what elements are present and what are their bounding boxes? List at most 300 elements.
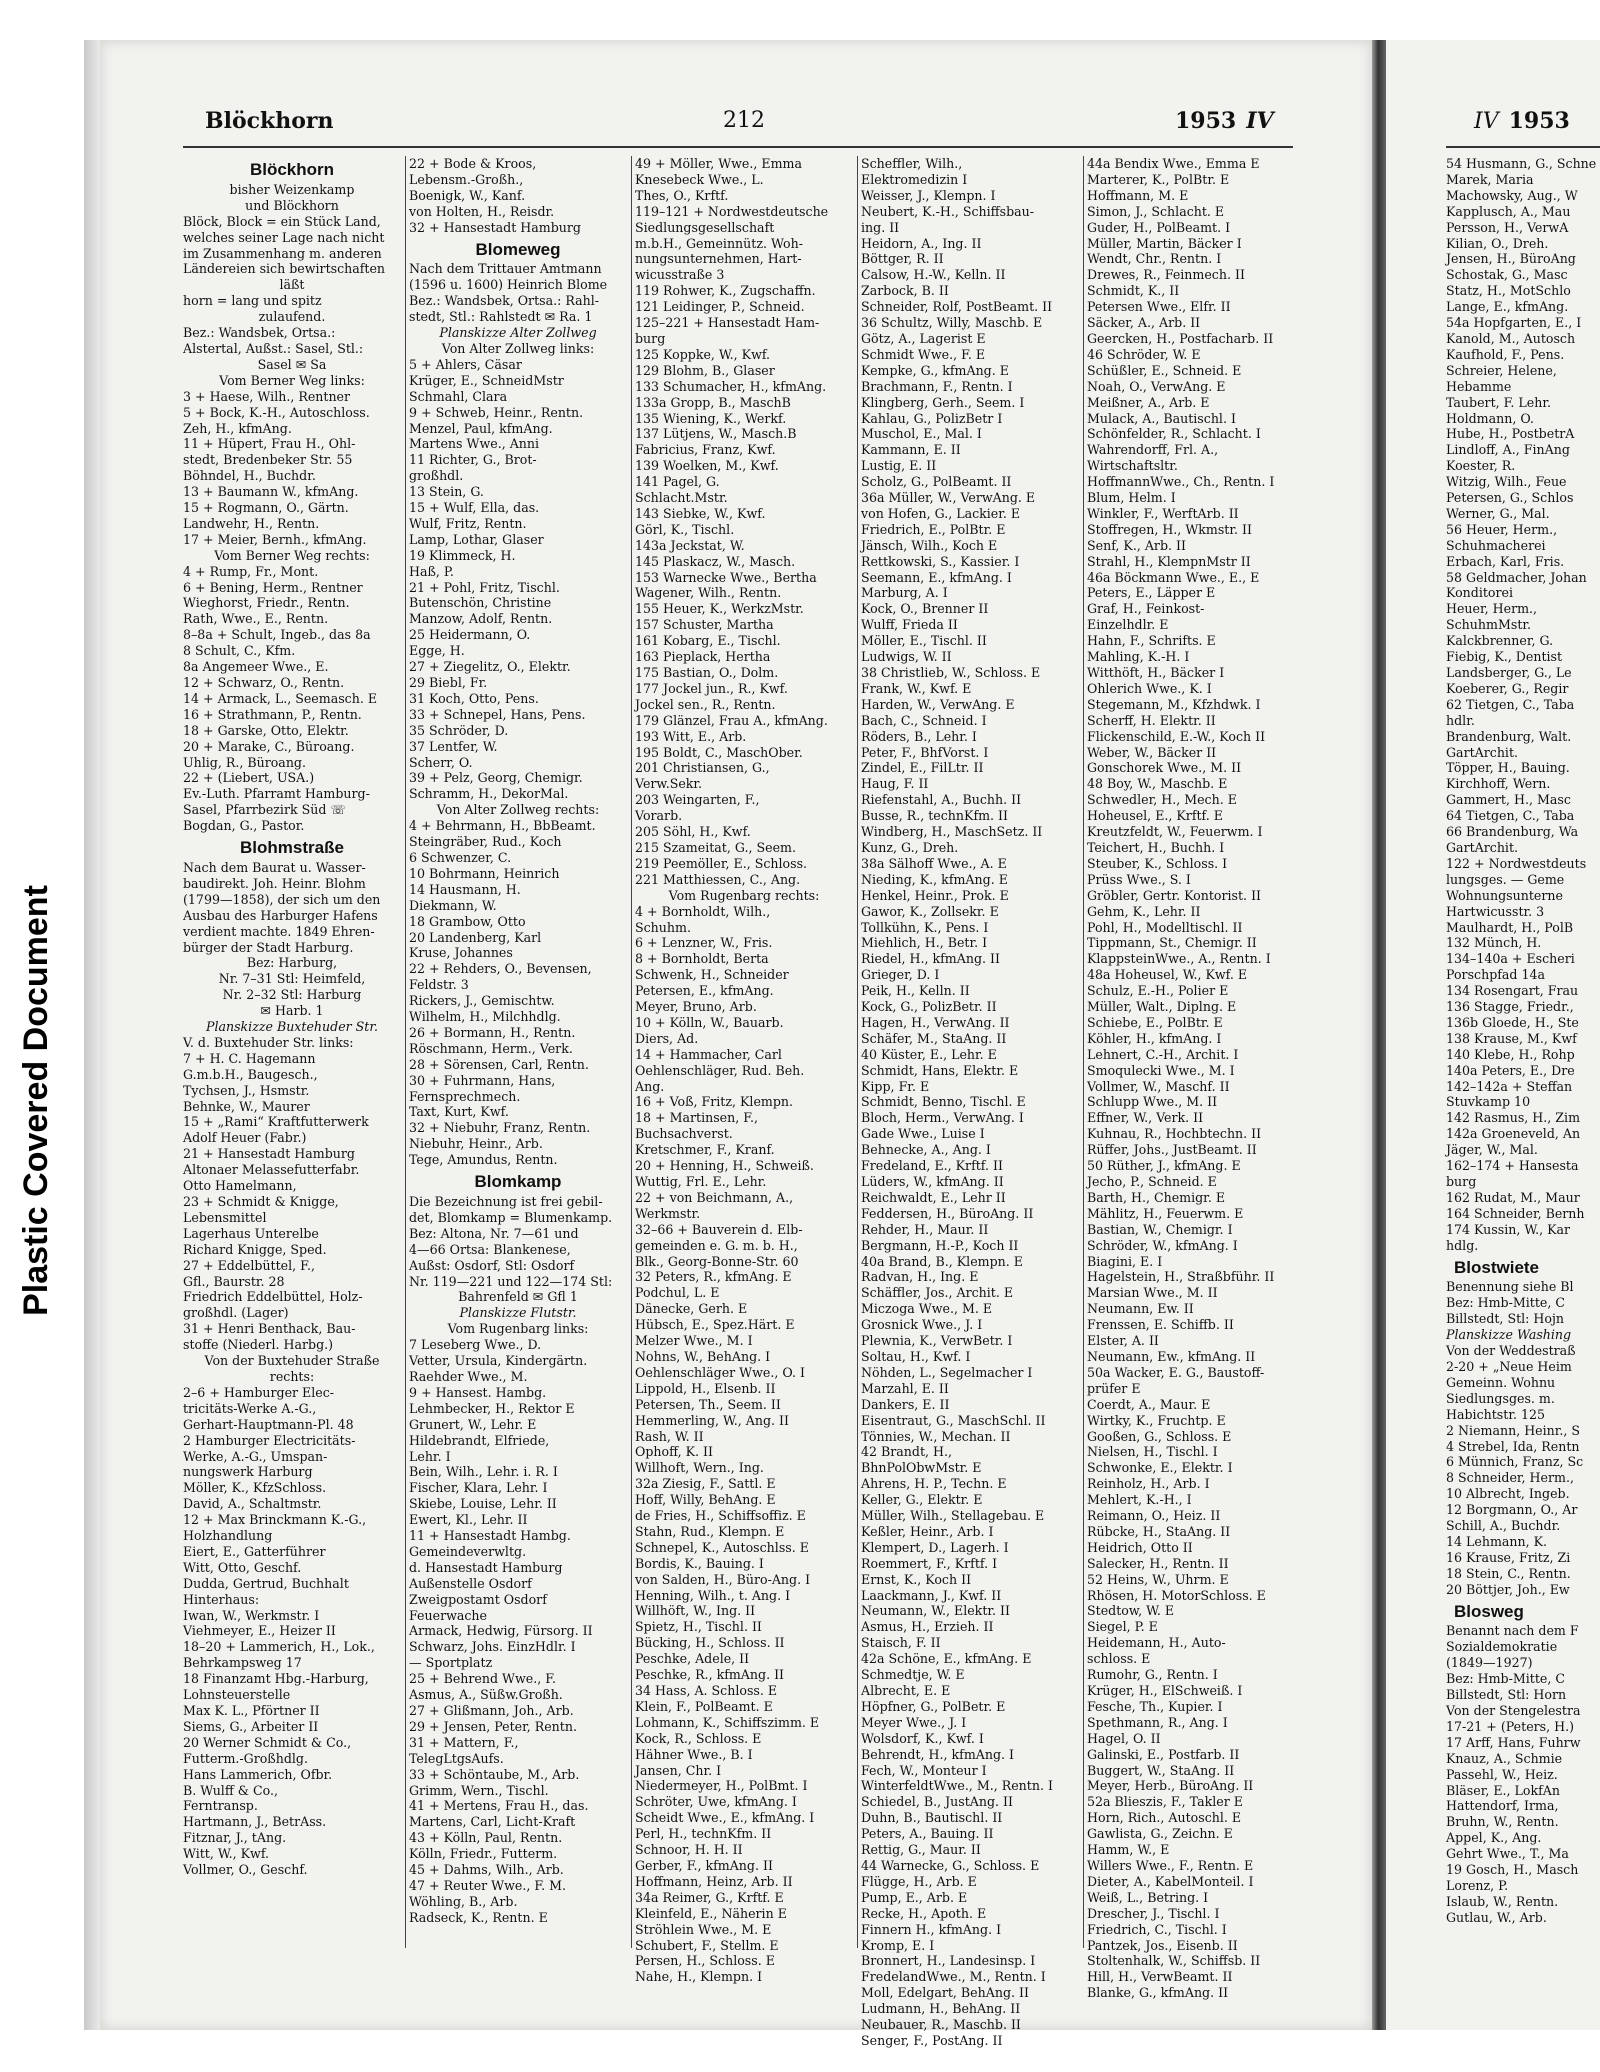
directory-entry: Mehlert, K.-H., I <box>1087 1492 1192 1508</box>
directory-entry: Gehrt Wwe., T., Ma <box>1446 1846 1569 1862</box>
directory-entry: Ausbau des Harburger Hafens <box>183 907 378 923</box>
directory-entry: Horn, Rich., Autoschl. E <box>1087 1810 1242 1826</box>
directory-entry: Dänecke, Gerh. E <box>635 1301 748 1317</box>
directory-entry: 2 Hamburger Electricitäts- <box>183 1432 356 1448</box>
directory-entry: d. Hansestadt Hamburg <box>409 1559 563 1575</box>
directory-entry: Radseck, K., Rentn. E <box>409 1909 548 1925</box>
directory-entry: Kirchhoff, Wern. <box>1446 776 1551 792</box>
directory-entry: Ströhlein Wwe., M. E <box>635 1921 772 1937</box>
directory-entry: Gröbler, Gertr. Kontorist. II <box>1087 887 1262 903</box>
directory-entry: Rath, Wwe., E., Rentn. <box>183 611 329 627</box>
directory-entry: 8–8a + Schult, Ingeb., das 8a <box>183 627 371 643</box>
directory-entry: Gooßen, G., Schloss. E <box>1087 1428 1232 1444</box>
side-label <box>8 840 64 1360</box>
directory-entry: Lohmann, K., Schiffszimm. E <box>635 1714 820 1730</box>
directory-entry: 54 Husmann, G., Schne <box>1446 156 1597 171</box>
directory-entry: 36 Schultz, Willy, Maschb. E <box>861 315 1043 331</box>
directory-entry: 56 Heuer, Herm., <box>1446 521 1558 537</box>
directory-entry: Bronnert, H., Landesinsp. I <box>861 1953 1036 1969</box>
directory-entry: Wieghorst, Friedr., Rentn. <box>183 595 350 611</box>
directory-entry: 52a Blieszis, F., Takler E <box>1087 1794 1243 1810</box>
directory-entry: Schwarz, Johs. EinzHdlr. I <box>409 1639 576 1655</box>
directory-entry: 140a Peters, E., Dre <box>1446 1062 1575 1078</box>
directory-entry: 22 + Rehders, O., Bevensen, <box>409 961 592 977</box>
directory-entry: Tollkühn, K., Pens. I <box>861 919 989 935</box>
directory-entry: rechts: <box>269 1368 315 1384</box>
directory-entry: 14 + Armack, L., Seemasch. E <box>183 690 378 706</box>
directory-entry: Spietz, H., Tischl. II <box>635 1619 762 1635</box>
directory-entry: Albrecht, E. E <box>861 1683 951 1698</box>
directory-entry: Ludmann, H., BehAng. II <box>861 2001 1021 2017</box>
directory-entry: 145 Plaskacz, W., Masch. <box>635 553 796 569</box>
directory-entry: 15 + „Rami“ Kraftfutterwerk <box>183 1114 369 1130</box>
directory-entry: Gfl., Baurstr. 28 <box>183 1273 285 1289</box>
directory-entry: 12 Borgmann, O., Ar <box>1446 1502 1578 1518</box>
directory-entry: Schwedler, H., Mech. E <box>1087 792 1237 808</box>
directory-entry: 34 Hass, A. Schloss. E <box>635 1683 778 1698</box>
directory-entry: Smoqulecki Wwe., M. I <box>1087 1062 1235 1078</box>
directory-entry: Lehr. I <box>409 1448 451 1464</box>
directory-entry: 40 Küster, E., Lehr. E <box>861 1046 997 1062</box>
directory-entry: Schwonke, E., Elektr. I <box>1087 1460 1233 1476</box>
directory-entry: 26 + Bormann, H., Rentn. <box>409 1024 576 1040</box>
directory-entry: Schmidt, Benno, Tischl. E <box>861 1094 1026 1110</box>
directory-entry: 195 Boldt, C., MaschOber. <box>635 744 803 760</box>
directory-entry: Gawlista, G., Zeichn. E <box>1087 1826 1233 1842</box>
directory-entry: Haug, F. II <box>861 776 929 792</box>
directory-entry: (1799—1858), der sich um den <box>183 891 381 907</box>
directory-entry: Simon, J., Schlacht. E <box>1087 203 1225 219</box>
directory-entry: 125 Koppke, W., Kwf. <box>635 346 771 362</box>
directory-entry: Weiß, L., Betring. I <box>1087 1889 1209 1905</box>
directory-entry: 42a Schöne, E., kfmAng. E <box>861 1651 1032 1667</box>
directory-entry: 5 + Ahlers, Cäsar <box>409 356 522 372</box>
directory-entry: 164 Schneider, Bernh <box>1446 1205 1585 1221</box>
directory-entry: Ahrens, H. P., Techn. E <box>861 1476 1007 1492</box>
directory-entry: 46a Böckmann Wwe., E., E <box>1087 569 1260 585</box>
sketch-reference: Planskizze Washing <box>1446 1327 1572 1343</box>
directory-entry: Lüders, W., kfmAng. II <box>861 1174 1004 1189</box>
directory-entry: Winkler, F., WerftArb. II <box>1087 505 1239 521</box>
directory-entry: Drescher, J., Tischl. I <box>1087 1905 1220 1921</box>
directory-entry: 14 Lehmann, K. <box>1446 1533 1548 1549</box>
directory-entry: Wohnungsunterne <box>1446 887 1563 903</box>
directory-entry: Möller, E., Tischl. II <box>861 633 987 649</box>
directory-entry: 25 Heidermann, O. <box>409 627 531 643</box>
directory-entry: Guder, H., PolBeamt. I <box>1087 219 1231 235</box>
directory-entry: Taubert, F. Lehr. <box>1446 394 1551 410</box>
directory-entry: welches seiner Lage nach nicht <box>183 229 385 245</box>
directory-entry: 6 + Lenzner, W., Fris. <box>635 935 773 951</box>
directory-entry: Niedermeyer, H., PolBmt. I <box>635 1778 808 1794</box>
directory-entry: Gemeinn. Wohnu <box>1446 1374 1556 1390</box>
directory-entry: Schubert, F., Stellm. E <box>635 1937 779 1953</box>
directory-entry: Witzig, Wilh., Feue <box>1446 474 1567 490</box>
directory-entry: Kölln, Friedr., Futterm. <box>409 1846 558 1862</box>
directory-entry: 136 Stagge, Friedr., <box>1446 999 1574 1015</box>
directory-entry: Gawor, K., Zollsekr. E <box>861 903 999 919</box>
directory-entry: Fabricius, Franz, Kwf. <box>635 442 776 458</box>
directory-entry: 13 Stein, G. <box>409 484 484 500</box>
directory-entry: Hoff, Willy, BehAng. E <box>635 1492 776 1508</box>
directory-entry: Fredeland, E., Krftf. II <box>861 1158 1003 1174</box>
directory-entry: Stoltenhalk, W., Schiffsb. II <box>1087 1953 1261 1969</box>
directory-entry: Futterm.-Großhdlg. <box>183 1750 308 1766</box>
directory-entry: Von der Buxtehuder Straße <box>204 1353 380 1369</box>
directory-entry: Elektromedizin I <box>861 171 968 187</box>
directory-entry: Brachmann, F., Rentn. I <box>861 378 1013 394</box>
directory-entry: Götz, A., Lagerist E <box>861 330 986 346</box>
directory-entry: Nielsen, H., Tischl. I <box>1087 1444 1218 1460</box>
directory-column-5 <box>1087 156 1297 2001</box>
directory-entry: Senf, K., Arb. II <box>1087 537 1186 553</box>
directory-entry: Wöhling, B., Arb. <box>409 1893 518 1909</box>
directory-entry: Schmedtje, W. E <box>861 1667 965 1683</box>
directory-entry: Jockel sen., R., Rentn. <box>635 696 776 712</box>
directory-entry: ✉ Harb. 1 <box>260 1003 324 1019</box>
directory-entry: Nr. 7–31 Stl: Heimfeld, <box>218 971 366 987</box>
directory-entry: Von der Stengelestra <box>1446 1703 1581 1718</box>
column-divider <box>857 156 858 1948</box>
directory-entry: Bez: Hmb-Mitte, C <box>1446 1671 1565 1687</box>
directory-entry: Witthöft, H., Bäcker I <box>1087 665 1225 680</box>
directory-entry: 45 + Dahms, Wilh., Arb. <box>409 1862 564 1878</box>
directory-entry: Buchsachverst. <box>635 1126 733 1142</box>
directory-entry: Meißner, A., Arb. E <box>1087 394 1210 410</box>
directory-entry: Wuttig, Frl. E., Lehr. <box>635 1174 767 1189</box>
directory-entry: 20 Böttjer, Joh., Ew <box>1446 1581 1570 1597</box>
binder-edge <box>84 40 100 2030</box>
directory-entry: Siedlungsges. m. <box>1446 1390 1555 1406</box>
roman-volume: IV <box>1246 108 1274 134</box>
directory-entry: 33 + Schöntaube, M., Arb. <box>409 1766 580 1782</box>
directory-entry: Hube, H., PostbetrA <box>1446 426 1575 442</box>
directory-entry: burg <box>635 330 666 346</box>
directory-entry: Biagini, E. I <box>1087 1253 1163 1269</box>
directory-entry: Töpper, H., Bauing. <box>1446 760 1570 776</box>
directory-entry: wicusstraße 3 <box>635 267 725 283</box>
directory-entry: KlappsteinWwe., A., Rentn. I <box>1087 951 1271 967</box>
directory-entry: Steuber, K., Schloss. I <box>1087 855 1228 871</box>
directory-entry: 215 Szameitat, G., Seem. <box>635 839 796 855</box>
directory-entry: Meyer, Bruno, Arb. <box>635 999 757 1015</box>
directory-entry: Peters, A., Bauing. II <box>861 1826 994 1842</box>
directory-entry: Petersen Wwe., Elfr. II <box>1087 299 1231 315</box>
directory-entry: 32–66 + Bauverein d. Elb- <box>635 1221 803 1237</box>
directory-entry: Kanold, M., Autosch <box>1446 330 1576 346</box>
directory-entry: 219 Peemöller, E., Schloss. <box>635 855 808 871</box>
directory-entry: Schüßler, E., Schneid. E <box>1087 362 1242 378</box>
directory-entry: Scheidt Wwe., E., kfmAng. I <box>635 1810 815 1826</box>
directory-entry: Siems, G., Arbeiter II <box>183 1718 319 1734</box>
directory-entry: Graf, H., Feinkost- <box>1087 601 1205 617</box>
sketch-reference: Planskizze Flutstr. <box>459 1305 577 1321</box>
directory-entry: Bergmann, H.-P., Koch II <box>861 1237 1019 1253</box>
directory-entry: Ophoff, K. II <box>635 1444 713 1460</box>
directory-entry: Hans Lammerich, Ofbr. <box>183 1766 333 1782</box>
directory-entry: Riefenstahl, A., Buchh. II <box>861 792 1022 808</box>
directory-entry: 54a Hopfgarten, E., I <box>1446 315 1582 331</box>
directory-entry: 50 Rüther, J., kfmAng. E <box>1087 1158 1241 1174</box>
directory-entry: Schmidt Wwe., F. E <box>861 346 986 362</box>
directory-entry: Neumann, Ew., kfmAng. II <box>1087 1348 1256 1364</box>
directory-entry: Von Alter Zollweg rechts: <box>436 802 600 818</box>
directory-entry: Rettig, G., Maur. II <box>861 1842 981 1858</box>
directory-entry: Recke, H., Apoth. E <box>861 1905 987 1921</box>
directory-entry: Hagel, O. II <box>1087 1730 1161 1746</box>
directory-entry: Neubert, K.-H., Schiffsbau- <box>861 203 1035 219</box>
directory-entry: Richard Knigge, Sped. <box>183 1241 327 1257</box>
directory-entry: Vom Berner Weg rechts: <box>214 547 370 563</box>
directory-entry: Marburg, A. I <box>861 585 948 601</box>
directory-entry: 36a Müller, W., VerwAng. E <box>861 490 1036 506</box>
street-heading: Blosweg <box>1454 1601 1524 1621</box>
directory-entry: Reichwaldt, E., Lehr II <box>861 1189 1006 1205</box>
directory-entry: Grieger, D. I <box>861 967 940 983</box>
directory-entry: Scherr, O. <box>409 754 473 770</box>
directory-entry: Menzel, Paul, kfmAng. <box>409 420 553 436</box>
right-year: 1953 <box>1508 108 1570 134</box>
directory-entry: 8 Schult, C., Kfm. <box>183 643 296 659</box>
directory-entry: 143a Jeckstat, W. <box>635 537 745 553</box>
directory-entry: Von Alter Zollweg links: <box>441 340 595 356</box>
directory-entry: Schmidt, Hans, Elektr. E <box>861 1062 1019 1078</box>
directory-entry: Peter, F., BhfVorst. I <box>861 744 989 760</box>
directory-entry: 10 Bohrmann, Heinrich <box>409 865 560 881</box>
directory-entry: Hamm, W., E <box>1087 1842 1170 1858</box>
directory-entry: Spethmann, R., Ang. I <box>1087 1714 1228 1730</box>
directory-entry: Salecker, H., Rentn. II <box>1087 1555 1229 1571</box>
directory-entry: 19 Klimmeck, H. <box>409 547 516 563</box>
directory-entry: Peschke, R., kfmAng. II <box>635 1667 785 1683</box>
directory-entry: Maulhardt, H., PolB <box>1446 919 1574 935</box>
directory-entry: Schnoor, H. H. II <box>635 1842 743 1858</box>
directory-entry: Alstertal, Außst.: Sasel, Stl.: <box>183 340 364 356</box>
directory-entry: Marsian Wwe., M. II <box>1087 1285 1218 1301</box>
directory-entry: Adolf Heuer (Fabr.) <box>183 1130 307 1146</box>
directory-entry: 50a Wacker, E. G., Baustoff- <box>1087 1364 1265 1380</box>
directory-entry: Billstedt, Stl: Hojn <box>1446 1311 1564 1327</box>
directory-entry: 46 Schröder, W. E <box>1087 346 1201 362</box>
directory-entry: Zindel, E., FilLtr. II <box>861 760 984 776</box>
directory-entry: Petersen, G., Schlos <box>1446 490 1574 506</box>
directory-entry: Sasel ✉ Sa <box>257 356 327 372</box>
directory-entry: verdient machte. 1849 Ehren- <box>183 923 375 939</box>
directory-entry: Nieding, K., kfmAng. E <box>861 871 1008 887</box>
directory-entry: Diers, Ad. <box>635 1030 699 1046</box>
directory-entry: Böttger, R. II <box>861 251 944 267</box>
directory-entry: Dudda, Gertrud, Buchhalt <box>183 1575 349 1591</box>
directory-entry: 40a Brand, B., Klempn. E <box>861 1253 1023 1269</box>
sketch-reference: Planskizze Buxtehuder Str. <box>205 1019 379 1035</box>
directory-entry: Noah, O., VerwAng. E <box>1087 378 1226 394</box>
directory-entry: Bez.: Wandsbek, Ortsa.: Rahl- <box>409 293 600 309</box>
directory-entry: 119 Rohwer, K., Zugschaffn. <box>635 283 816 299</box>
directory-entry: 143 Siebke, W., Kwf. <box>635 505 766 521</box>
directory-entry: 142–142a + Steffan <box>1446 1078 1573 1094</box>
directory-entry: Wirtschaftsltr. <box>1087 458 1178 474</box>
directory-entry: Lehmbecker, H., Rektor E <box>409 1400 575 1416</box>
directory-entry: 12 + Max Brinckmann K.-G., <box>183 1512 367 1528</box>
directory-entry: Schlupp Wwe., M. II <box>1087 1094 1218 1110</box>
directory-entry: 32 Peters, R., kfmAng. E <box>635 1269 792 1285</box>
directory-entry: HoffmannWwe., Ch., Rentn. I <box>1087 474 1275 490</box>
directory-entry: 7 + H. C. Hagemann <box>183 1050 316 1066</box>
directory-entry: Nahe, H., Klempn. I <box>635 1969 763 1985</box>
directory-entry: Hemmerling, W., Ang. II <box>635 1412 790 1428</box>
directory-entry: Podchul, L. E <box>635 1285 720 1301</box>
directory-entry: Hill, H., VerwBeamt. II <box>1087 1969 1233 1985</box>
directory-entry: Köhler, H., kfmAng. I <box>1087 1030 1222 1046</box>
directory-entry: Niebuhr, Heinr., Arb. <box>409 1136 543 1152</box>
directory-entry: Lohnsteuerstelle <box>183 1687 291 1703</box>
directory-entry: Rüffer, Johs., JustBeamt. II <box>1087 1142 1257 1158</box>
directory-entry: läßt <box>279 277 305 293</box>
directory-entry: 12 + Schwarz, O., Rentn. <box>183 675 345 690</box>
directory-entry: Seemann, E., kfmAng. I <box>861 569 1012 585</box>
directory-entry: (1596 u. 1600) Heinrich Blome <box>409 277 608 293</box>
directory-entry: Stahn, Rud., Klempn. E <box>635 1523 785 1539</box>
directory-entry: 203 Weingarten, F., <box>635 792 760 808</box>
directory-entry: 62 Tietgen, C., Taba <box>1446 696 1575 712</box>
directory-entry: Flickenschild, E.-W., Koch II <box>1087 728 1266 744</box>
directory-entry: 17 + Meier, Bernh., kfmAng. <box>183 531 367 547</box>
directory-entry: Strahl, H., KlempnMstr II <box>1087 553 1251 569</box>
directory-entry: 10 + Kölln, W., Bauarb. <box>635 1014 784 1030</box>
directory-entry: 32 + Hansestadt Hamburg <box>409 219 581 235</box>
directory-entry: Hähner Wwe., B. I <box>635 1746 753 1762</box>
directory-entry: Rash, W. II <box>635 1428 704 1444</box>
directory-entry: Vetter, Ursula, Kindergärtn. <box>409 1353 588 1369</box>
directory-entry: 38 Christlieb, W., Schloss. E <box>861 665 1041 680</box>
directory-entry: Busse, R., technKfm. II <box>861 808 1008 824</box>
directory-entry: hdlg. <box>1446 1237 1479 1253</box>
directory-entry: Jansen, Chr. I <box>635 1762 722 1778</box>
directory-entry: Skiebe, Louise, Lehr. II <box>409 1496 557 1512</box>
directory-entry: Bein, Wilh., Lehr. i. R. I <box>409 1464 558 1480</box>
directory-entry: Henkel, Heinr., Prok. E <box>861 887 1009 903</box>
directory-entry: Hartwicusstr. 3 <box>1446 903 1545 919</box>
directory-entry: 122 + Nordwestdeuts <box>1446 855 1587 871</box>
directory-entry: 175 Bastian, O., Dolm. <box>635 665 779 680</box>
directory-entry: Brandenburg, Walt. <box>1446 728 1572 744</box>
directory-entry: bürger der Stadt Harburg. <box>183 939 354 955</box>
directory-entry: 48a Hoheusel, W., Kwf. E <box>1087 967 1248 983</box>
right-page <box>1386 40 1600 2030</box>
directory-entry: Rettkowski, S., Kassier. I <box>861 553 1020 569</box>
directory-entry: 162–174 + Hansesta <box>1446 1158 1579 1174</box>
directory-entry: prüfer E <box>1087 1380 1141 1396</box>
directory-entry: Blanke, G., kfmAng. II <box>1087 1985 1229 2001</box>
directory-entry: David, A., Schaltmstr. <box>183 1496 322 1512</box>
directory-entry: Roemmert, F., Krftf. I <box>861 1555 998 1571</box>
directory-entry: Hoffmann, Heinz, Arb. II <box>635 1873 793 1889</box>
directory-entry: Schönfelder, R., Schlacht. I <box>1087 426 1261 442</box>
directory-entry: Hoffmann, M. E <box>1087 187 1189 203</box>
street-heading: Blöckhorn <box>249 160 335 179</box>
directory-entry: hdlr. <box>1446 712 1475 728</box>
directory-entry: Bogdan, G., Pastor. <box>183 818 305 834</box>
directory-entry: Behrkampsweg 17 <box>183 1655 302 1671</box>
directory-entry: 18–20 + Lammerich, H., Lok., <box>183 1639 375 1655</box>
directory-entry: Marzahl, E. II <box>861 1380 949 1396</box>
directory-entry: Peik, H., Kelln. II <box>861 983 970 999</box>
directory-entry: 34a Reimer, G., Krftf. E <box>635 1889 784 1905</box>
directory-entry: Lange, E., kfmAng. <box>1446 299 1569 315</box>
directory-entry: Schramm, H., DekorMal. <box>409 786 569 802</box>
directory-entry: 4 + Behrmann, H., BbBeamt. <box>409 818 596 834</box>
directory-entry: Miehlich, H., Betr. I <box>861 935 988 951</box>
directory-entry: 11 + Hansestadt Hambg. <box>409 1528 571 1544</box>
directory-entry: tricitäts-Werke A.-G., <box>183 1400 317 1416</box>
directory-entry: Schäfer, M., StaAng. II <box>861 1030 1007 1046</box>
directory-entry: Melzer Wwe., M. I <box>635 1333 753 1349</box>
directory-entry: Staisch, F. II <box>861 1635 941 1651</box>
directory-entry: Haß, P. <box>409 563 454 579</box>
directory-entry: 20 Landenberg, Karl <box>409 929 542 945</box>
directory-entry: Behnke, W., Maurer <box>183 1098 310 1114</box>
directory-entry: 22 + von Beichmann, A., <box>635 1189 794 1205</box>
directory-entry: Krüger, E., SchneidMstr <box>409 372 564 388</box>
directory-entry: Bahrenfeld ✉ Gfl 1 <box>458 1289 578 1305</box>
directory-entry: Buggert, W., StaAng. II <box>1087 1762 1235 1778</box>
directory-entry: Blk., Georg-Bonne-Str. 60 <box>635 1253 799 1269</box>
directory-entry: Schröter, Uwe, kfmAng. I <box>635 1794 797 1810</box>
directory-entry: V. d. Buxtehuder Str. links: <box>183 1034 354 1050</box>
directory-entry: Feddersen, H., BüroAng. II <box>861 1205 1034 1221</box>
directory-entry: Von der Weddestraß <box>1446 1343 1576 1359</box>
directory-entry: von Holten, H., Reisdr. <box>409 203 555 219</box>
directory-entry: Bordis, K., Bauing. I <box>635 1555 764 1571</box>
directory-entry: Holdmann, O. <box>1446 410 1534 426</box>
directory-entry: 20 Werner Schmidt & Co., <box>183 1734 352 1750</box>
directory-entry: Elster, A. II <box>1087 1333 1159 1349</box>
directory-entry: Konditorei <box>1446 585 1513 601</box>
directory-entry: Ang. <box>635 1078 665 1094</box>
directory-entry: 32 + Niebuhr, Franz, Rentn. <box>409 1120 591 1136</box>
directory-entry: Koeberer, G., Regir <box>1446 680 1569 696</box>
directory-entry: 17 Arff, Hans, Fuhrw <box>1446 1734 1581 1750</box>
directory-entry: 142 Rasmus, H., Zim <box>1446 1110 1581 1126</box>
directory-entry: 142a Groeneveld, An <box>1446 1126 1581 1142</box>
directory-entry: Schlacht.Mstr. <box>635 490 728 506</box>
directory-entry: Bez: Harburg, <box>246 955 338 971</box>
directory-entry: 163 Pieplack, Hertha <box>635 649 771 665</box>
directory-entry: 179 Glänzel, Frau A., kfmAng. <box>635 712 828 728</box>
directory-entry: Riedel, H., kfmAng. II <box>861 951 1000 967</box>
directory-entry: 28 + Sörensen, Carl, Rentn. <box>409 1056 589 1072</box>
directory-entry: Bastian, W., Chemigr. I <box>1087 1221 1233 1237</box>
directory-entry: 134–140a + Escheri <box>1446 951 1575 967</box>
directory-entry: 141 Pagel, G. <box>635 474 720 490</box>
directory-entry: 135 Wiening, K., Werkf. <box>635 410 787 426</box>
right-roman: IV <box>1474 109 1499 134</box>
directory-entry: Prüss Wwe., S. I <box>1087 871 1191 887</box>
directory-entry: Schäffler, Jos., Archit. E <box>861 1285 1014 1301</box>
directory-entry: Nr. 2–32 Stl: Harburg <box>222 987 362 1003</box>
directory-entry: lungsges. — Geme <box>1446 871 1565 887</box>
directory-entry: Lindloff, A., FinAng <box>1446 442 1570 458</box>
directory-entry: Lebensm.-Großh., <box>409 171 524 187</box>
directory-entry: gemeinden e. G. m. b. H., <box>635 1237 798 1253</box>
directory-entry: Frank, W., Kwf. E <box>861 680 972 696</box>
directory-entry: Röschmann, Herm., Verk. <box>409 1040 573 1056</box>
directory-entry: 22 + Bode & Kroos, <box>409 156 537 171</box>
directory-entry: FredelandWwe., M., Rentn. I <box>861 1969 1046 1985</box>
directory-entry: Soltau, H., Kwf. I <box>861 1348 971 1364</box>
directory-entry: Bez: Altona, Nr. 7—61 und <box>409 1225 579 1241</box>
directory-entry: Säcker, A., Arb. II <box>1087 315 1201 331</box>
